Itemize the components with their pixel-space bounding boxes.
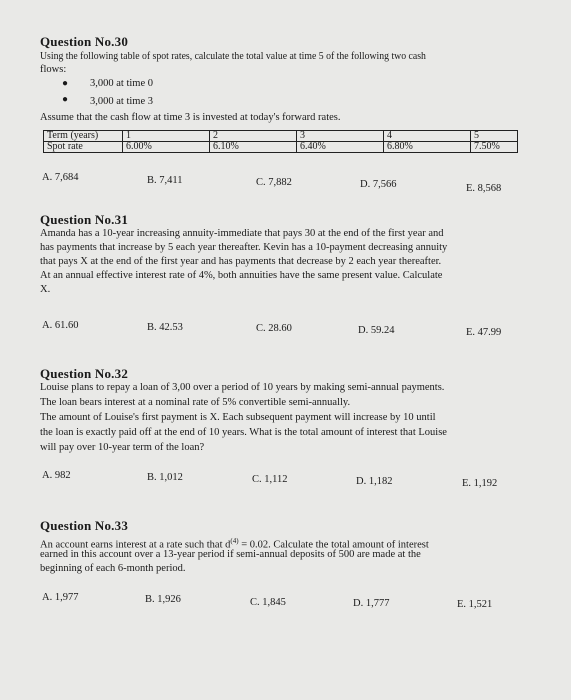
q32-text-line-1: Louise plans to repay a loan of 3,00 over a period of 10 years by making semi-annual payments. [40,382,445,393]
table-cell: 5 [471,131,518,142]
table-cell: 4 [384,131,471,142]
q31-text-line-2: has payments that increase by 5 each year thereafter. Kevin has a 10-payment decreasing annuity [40,242,448,253]
q33-title: Question No.33 [40,518,129,533]
q31-option-c: C. 28.60 [256,323,292,334]
table-cell: 2 [210,131,297,142]
table-cell: 6.00% [123,142,210,153]
q30-option-e: E. 8,568 [466,183,502,194]
q33-option-d: D. 1,777 [353,598,390,609]
table-cell: 6.80% [384,142,471,153]
q32-text-line-2: The loan bears interest at a nominal rate of 5% convertible semi-annually. [40,397,351,408]
table-cell: 6.10% [210,142,297,153]
bullet-dot-2: ● [62,94,69,105]
q33-option-c: C. 1,845 [250,597,286,608]
q31-option-e: E. 47.99 [466,327,502,338]
q30-text-line-2: flows: [40,64,67,75]
q33-text-1b: = 0.02. Calculate the total amount of interest [238,539,429,551]
q33-option-e: E. 1,521 [457,599,493,610]
q30-bullet-1: 3,000 at time 0 [90,78,153,89]
q33-text-line-2: earned in this account over a 13-year period if semi-annual deposits of 500 are made at the [40,549,421,560]
q30-option-d: D. 7,566 [360,179,397,190]
table-row [44,142,518,153]
q31-option-a: A. 61.60 [42,320,79,331]
q30-option-c: C. 7,882 [256,177,292,188]
q32-text-line-5: will pay over 10-year term of the loan? [40,442,205,453]
q30-option-a: A. 7,684 [42,172,79,183]
q32-text-line-4: the loan is exactly paid off at the end of 10 years. What is the total amount of interest that Louise [40,427,447,438]
table-row [44,131,518,142]
table-cell: Term (years) [44,131,123,142]
q33-text-line-3: beginning of each 6-month period. [40,563,186,574]
q30-text-line-1: Using the following table of spot rates, calculate the total value at time 5 of the following two cash [40,51,426,62]
q30-option-b: B. 7,411 [147,175,183,186]
q32-option-c: C. 1,112 [252,474,288,485]
table-cell: 1 [123,131,210,142]
q31-text-line-4: At an annual effective interest rate of 4%, both annuities have the same present value. Calculate [40,270,443,281]
q33-option-b: B. 1,926 [145,594,181,605]
q32-option-a: A. 982 [42,470,71,481]
q32-text-line-3: The amount of Louise's first payment is X. Each subsequent payment will increase by 10 until [40,412,436,423]
bullet-dot-1: ● [62,78,69,89]
q33-text-1a: An account earns interest at a rate such that d [40,539,231,551]
q32-title: Question No.32 [40,366,129,381]
q30-text-line-3: Assume that the cash flow at time 3 is invested at today's forward rates. [40,112,341,123]
q31-option-b: B. 42.53 [147,322,183,333]
spot-rate-table [43,130,518,153]
table-cell: 6.40% [297,142,384,153]
q33-option-a: A. 1,977 [42,592,79,603]
q31-text-line-1: Amanda has a 10-year increasing annuity-immediate that pays 30 at the end of the first year and [40,228,444,239]
q30-bullet-2: 3,000 at time 3 [90,96,153,107]
q33-superscript: (4) [230,537,239,545]
q32-option-d: D. 1,182 [356,476,393,487]
q32-option-b: B. 1,012 [147,472,183,483]
q31-text-line-3: that pays X at the end of the first year and has payments that decrease by 2 each year thereafter. [40,256,442,267]
table-cell: Spot rate [44,142,123,153]
q32-option-e: E. 1,192 [462,478,498,489]
q31-option-d: D. 59.24 [358,325,395,336]
q30-title: Question No.30 [40,34,129,49]
q31-text-line-5: X. [40,284,51,295]
table-cell: 7.50% [471,142,518,153]
table-cell: 3 [297,131,384,142]
q31-title: Question No.31 [40,212,129,227]
